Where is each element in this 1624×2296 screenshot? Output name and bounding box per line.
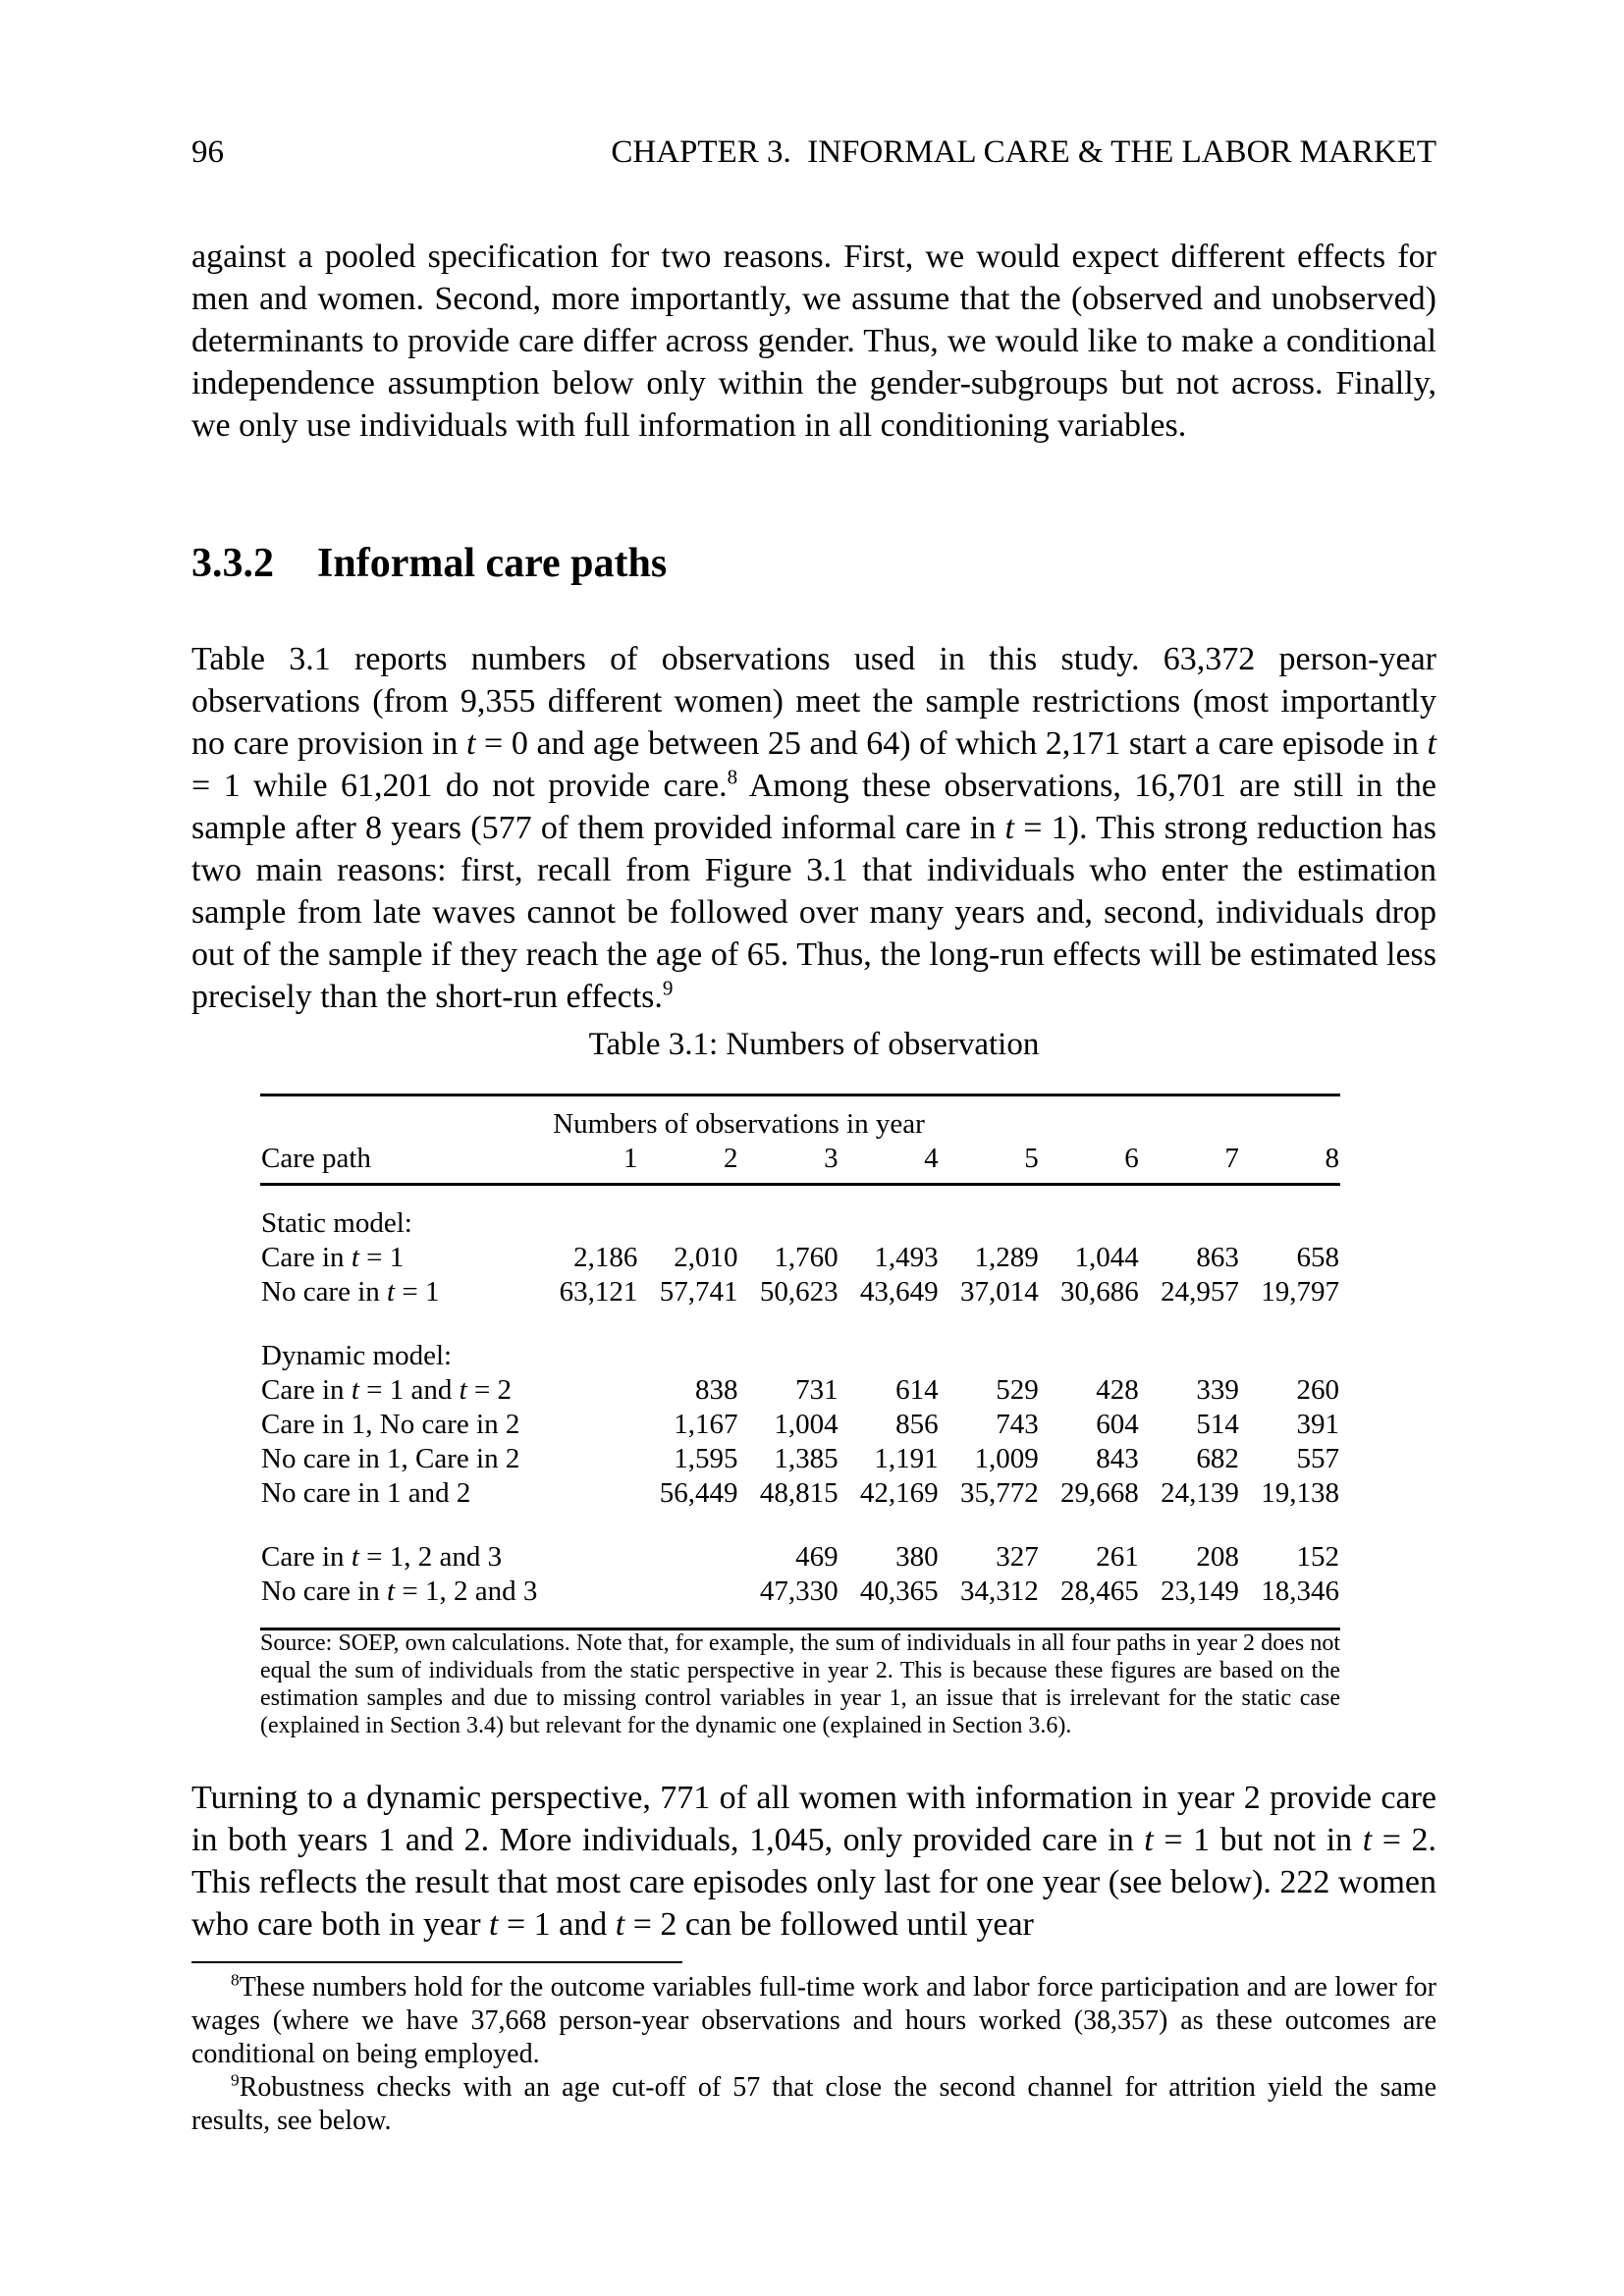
year-column-header: 5 xyxy=(940,1142,1040,1185)
year-column-header: 7 xyxy=(1140,1142,1240,1185)
footnote-8-text: These numbers hold for the outcome variables full-time work and labor force participation and are lower for wages (where we have 37,668 person-year observations and hours worked (38,357) as these outcomes are conditional on being employed. xyxy=(191,1972,1436,2069)
observation-count: 260 xyxy=(1296,1374,1339,1406)
observation-count: 19,797 xyxy=(1261,1276,1339,1308)
care-path-label: Care in 1, No care in 2 xyxy=(261,1409,520,1440)
observation-count: 42,169 xyxy=(859,1477,939,1509)
group-header: Numbers of observations in year xyxy=(553,1108,925,1140)
section-heading xyxy=(191,540,667,587)
table-body xyxy=(260,1185,1340,1629)
table-row xyxy=(260,1408,1340,1442)
table-group-row xyxy=(260,1339,1340,1373)
section-number: 3.3.2 xyxy=(191,541,274,586)
observation-count: 529 xyxy=(996,1374,1039,1406)
observation-count: 614 xyxy=(895,1374,939,1406)
observation-count: 2,010 xyxy=(674,1242,738,1273)
running-header xyxy=(191,133,1436,171)
observation-count xyxy=(638,1540,738,1575)
observation-count xyxy=(538,1575,638,1629)
care-path-label: Static model: xyxy=(261,1207,412,1239)
observation-count: 391 xyxy=(1296,1409,1339,1440)
observation-count: 152 xyxy=(1296,1541,1339,1573)
observation-count: 1,191 xyxy=(874,1443,939,1474)
table-row xyxy=(260,1540,1340,1575)
paragraph-continuation: against a pooled specification for two reasons. First, we would expect different effects for men and women. Second, more importantly, we assume that the (observed and unobserved) determinants to provide care differ across gender. Thus, we would like to make a conditional independence assumption below only within the gender-subgroups but not across. Finally, we only use individuals with full information in all conditioning variables. xyxy=(191,239,1436,444)
observation-count xyxy=(538,1476,638,1511)
section-title: Informal care paths xyxy=(317,541,668,586)
observation-count: 30,686 xyxy=(1060,1276,1139,1308)
footnote-8 xyxy=(191,1971,1436,2071)
observation-count: 1,044 xyxy=(1074,1242,1139,1273)
observation-count: 2,186 xyxy=(573,1242,638,1273)
observation-count: 34,312 xyxy=(959,1575,1039,1607)
observation-count: 19,138 xyxy=(1261,1477,1339,1509)
observation-count: 23,149 xyxy=(1161,1575,1239,1607)
empty-cell xyxy=(260,1095,538,1143)
observation-count: 1,385 xyxy=(774,1443,839,1474)
chapter-running-title: CHAPTER 3. INFORMAL CARE & THE LABOR MARKET xyxy=(611,134,1436,170)
observation-count: 28,465 xyxy=(1060,1575,1139,1607)
observation-count: 514 xyxy=(1196,1409,1239,1440)
year-column-header: 4 xyxy=(839,1142,940,1185)
observation-count: 1,167 xyxy=(674,1409,738,1440)
year-column-header: 1 xyxy=(538,1142,638,1185)
observation-count: 327 xyxy=(996,1541,1039,1573)
footnote-rule xyxy=(191,1961,682,1963)
observation-count: 1,493 xyxy=(874,1242,939,1273)
observation-count: 50,623 xyxy=(759,1276,839,1308)
observation-count: 56,449 xyxy=(659,1477,738,1509)
table-spacer-row xyxy=(260,1309,1340,1339)
observation-count: 24,957 xyxy=(1161,1276,1239,1308)
observation-count: 1,009 xyxy=(974,1443,1039,1474)
care-path-label: Care in t = 1 and t = 2 xyxy=(261,1374,513,1406)
footnote-9-text: Robustness checks with an age cut-off of 57 that close the second channel for attrition yield the same results, see below. xyxy=(191,2072,1436,2136)
care-path-label: No care in 1 and 2 xyxy=(261,1477,471,1509)
observation-count: 604 xyxy=(1096,1409,1139,1440)
observation-count: 18,346 xyxy=(1261,1575,1339,1607)
observation-count: 1,595 xyxy=(674,1443,738,1474)
table-col-header-row xyxy=(260,1142,1340,1185)
table-row xyxy=(260,1373,1340,1408)
footnote-9 xyxy=(191,2071,1436,2138)
table-row xyxy=(260,1442,1340,1476)
footnotes xyxy=(191,1971,1436,2138)
table-row xyxy=(260,1575,1340,1629)
year-column-header: 6 xyxy=(1040,1142,1140,1185)
observation-count: 1,289 xyxy=(974,1242,1039,1273)
care-path-label: No care in t = 1 xyxy=(261,1276,440,1308)
care-path-label: No care in 1, Care in 2 xyxy=(261,1443,520,1474)
observation-count: 43,649 xyxy=(859,1276,939,1308)
observation-count: 843 xyxy=(1096,1443,1139,1474)
observation-count: 261 xyxy=(1096,1541,1139,1573)
observation-count: 838 xyxy=(694,1374,738,1406)
observation-count: 731 xyxy=(795,1374,839,1406)
care-path-label: No care in t = 1, 2 and 3 xyxy=(261,1575,538,1607)
table-group-row xyxy=(260,1185,1340,1242)
paragraph-table-intro: Table 3.1 reports numbers of observations used in this study. 63,372 person-year observations (from 9,355 different women) meet the sample restrictions (most importantly no care provision in t = 0 and age between 25 and 64) of which 2,171 start a care episode in t = 1 while 61,201 do not provide care.$^8$ Among these observations, 16,701 are still in the sample after 8 years (577 of them provided informal care in t = 1). This strong reduction has two main reasons: first, recall from Figure 3.1 that individuals who enter the estimation sample from late waves cannot be followed over many years and, second, individuals drop out of the sample if they reach the age of 65. Thus, the long-run effects will be estimated less precisely than the short-run effects.$^9$ xyxy=(191,641,1436,1015)
observation-count xyxy=(638,1575,738,1629)
table-row xyxy=(260,1275,1340,1309)
paragraph-dynamic-perspective: Turning to a dynamic perspective, 771 of all women with information in year 2 provide care in both years 1 and 2. More individuals, 1,045, only provided care in t = 1 but not in t = 2. This reflects the result that most care episodes only last for one year (see below). 222 women who care both in year t = 1 and t = 2 can be followed until year xyxy=(191,1780,1436,1943)
observation-count: 35,772 xyxy=(959,1477,1039,1509)
empty-cell xyxy=(940,1095,1340,1143)
observation-count: 380 xyxy=(895,1541,939,1573)
care-path-label: Care in t = 1, 2 and 3 xyxy=(261,1541,503,1573)
observation-count: 24,139 xyxy=(1161,1477,1239,1509)
observation-count: 40,365 xyxy=(859,1575,939,1607)
page-number: 96 xyxy=(191,134,224,170)
year-column-header: 2 xyxy=(638,1142,738,1185)
table-group-header-row xyxy=(260,1095,1340,1143)
observation-count xyxy=(538,1373,638,1408)
table-source-note: Source: SOEP, own calculations. Note that, for example, the sum of individuals in all four paths in year 2 does not equal the sum of individuals from the static perspective in year 2. This is because these figures are based on the estimation samples and due to missing control variables in year 1, an issue that is irrelevant for the static case (explained in Section 3.4) but relevant for the dynamic one (explained in Section 3.6). xyxy=(260,1630,1340,1738)
year-column-header: 8 xyxy=(1240,1142,1340,1185)
observation-count: 57,741 xyxy=(659,1276,738,1308)
observation-count: 658 xyxy=(1296,1242,1339,1273)
table-row xyxy=(260,1241,1340,1275)
observation-count: 428 xyxy=(1096,1374,1139,1406)
footnote-9-marker: 9 xyxy=(231,2070,240,2090)
observation-count: 208 xyxy=(1196,1541,1239,1573)
observation-count: 339 xyxy=(1196,1374,1239,1406)
observation-count: 682 xyxy=(1196,1443,1239,1474)
observation-count: 1,760 xyxy=(774,1242,839,1273)
footnote-8-marker: 8 xyxy=(231,1970,240,1990)
observation-count: 743 xyxy=(996,1409,1039,1440)
care-path-column-header: Care path xyxy=(260,1142,538,1185)
observation-count: 557 xyxy=(1296,1443,1339,1474)
year-column-header: 3 xyxy=(738,1142,839,1185)
observation-count: 856 xyxy=(895,1409,939,1440)
observation-count: 29,668 xyxy=(1060,1477,1139,1509)
observation-count: 1,004 xyxy=(774,1409,839,1440)
observation-count xyxy=(538,1408,638,1442)
table-row xyxy=(260,1476,1340,1511)
observation-count xyxy=(538,1442,638,1476)
observation-count: 37,014 xyxy=(959,1276,1039,1308)
observation-count xyxy=(538,1540,638,1575)
observations-table xyxy=(260,1094,1340,1630)
table-caption: Table 3.1: Numbers of observation xyxy=(588,1027,1040,1062)
observation-count: 63,121 xyxy=(559,1276,638,1308)
observation-count: 469 xyxy=(795,1541,839,1573)
observation-count: 47,330 xyxy=(759,1575,839,1607)
observation-count: 48,815 xyxy=(759,1477,839,1509)
care-path-label: Dynamic model: xyxy=(261,1340,453,1371)
table-spacer-row xyxy=(260,1511,1340,1540)
care-path-label: Care in t = 1 xyxy=(261,1242,405,1273)
observation-count: 863 xyxy=(1196,1242,1239,1273)
table xyxy=(260,1094,1340,1630)
